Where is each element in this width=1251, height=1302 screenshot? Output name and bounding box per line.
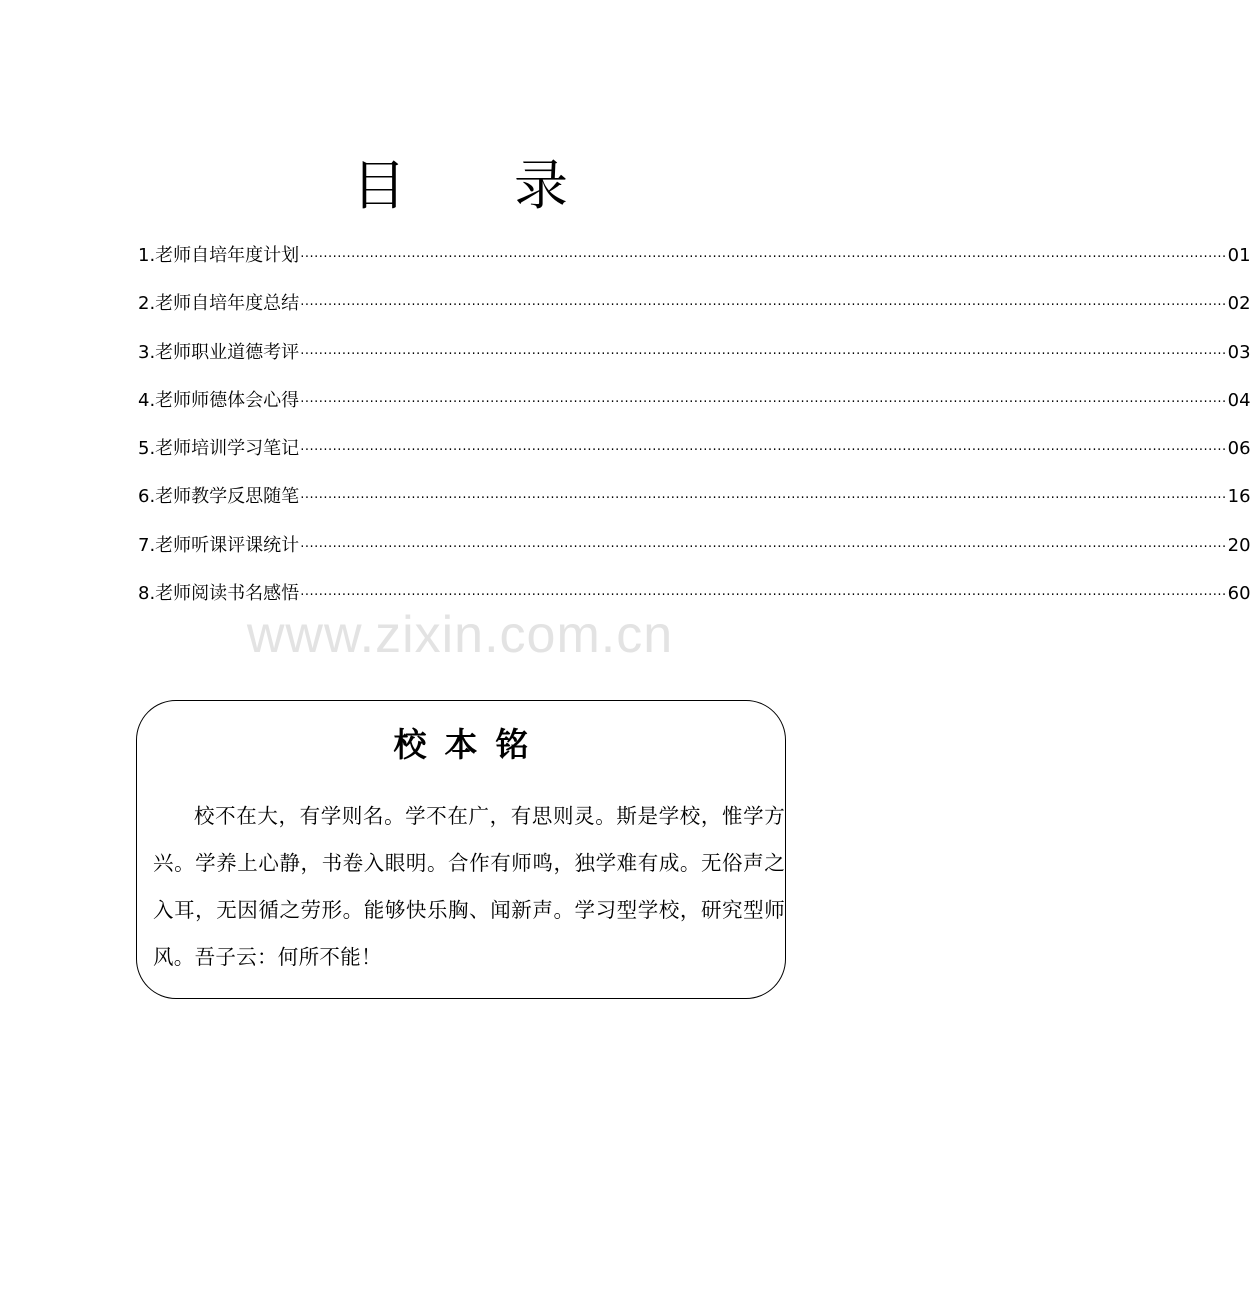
watermark: www.zixin.com.cn	[246, 606, 674, 664]
toc-entry-page: 60	[1227, 583, 1251, 605]
toc-entry[interactable]	[138, 385, 1251, 433]
toc-entry-page: 06	[1227, 438, 1251, 460]
toc-entry[interactable]	[138, 481, 1251, 529]
motto-box	[136, 700, 786, 999]
toc-entry-page: 20	[1227, 534, 1251, 556]
motto-body: 校不在大，有学则名。学不在广，有思则灵。斯是学校，惟学方兴。学养上心静，书卷入眼明。合作有师鸣，独学难有成。无俗声之入耳，无因循之劳形。能够快乐胸、闻新声。学习型学校，研究型师风。吾子云：何所不能！	[153, 804, 785, 969]
motto-title: 校本铭	[393, 725, 547, 764]
toc-entry-page: 04	[1227, 389, 1251, 411]
toc-entry[interactable]	[138, 530, 1251, 578]
toc-title-char-2: 录	[514, 154, 568, 218]
toc-leader-dots: ········································································································································································································	[300, 250, 1227, 265]
toc-entry-label: 3.老师职业道德考评	[138, 341, 300, 363]
toc-entry-label: 7.老师听课评课统计	[138, 534, 300, 556]
toc-entry-label: 5.老师培训学习笔记	[138, 438, 300, 460]
toc-list	[138, 240, 1251, 626]
toc-entry-label: 2.老师自培年度总结	[138, 293, 300, 315]
toc-leader-dots: ········································································································································································································	[300, 443, 1227, 459]
toc-leader-dots: ········································································································································································································	[300, 346, 1227, 362]
toc-entry-page: 03	[1227, 341, 1251, 363]
toc-entry-label: 6.老师教学反思随笔	[138, 486, 300, 508]
toc-entry-label: 1.老师自培年度计划	[138, 245, 300, 266]
toc-entry[interactable]	[138, 240, 1251, 288]
toc-entry[interactable]	[138, 433, 1251, 481]
toc-entry[interactable]	[138, 337, 1251, 385]
toc-entry-page: 16	[1227, 486, 1251, 508]
toc-entry-label: 4.老师师德体会心得	[138, 389, 300, 411]
toc-leader-dots: ········································································································································································································	[300, 588, 1227, 604]
toc-entry-page: 01	[1227, 245, 1251, 266]
toc-title-char-1: 目	[352, 154, 406, 218]
toc-entry-page: 02	[1227, 293, 1251, 315]
toc-leader-dots: ········································································································································································································	[300, 491, 1227, 507]
toc-leader-dots: ········································································································································································································	[300, 539, 1227, 555]
toc-entry-label: 8.老师阅读书名感悟	[138, 583, 300, 605]
toc-entry[interactable]	[138, 288, 1251, 336]
toc-leader-dots: ········································································································································································································	[300, 298, 1227, 314]
toc-leader-dots: ········································································································································································································	[300, 394, 1227, 410]
toc-title	[0, 154, 920, 218]
